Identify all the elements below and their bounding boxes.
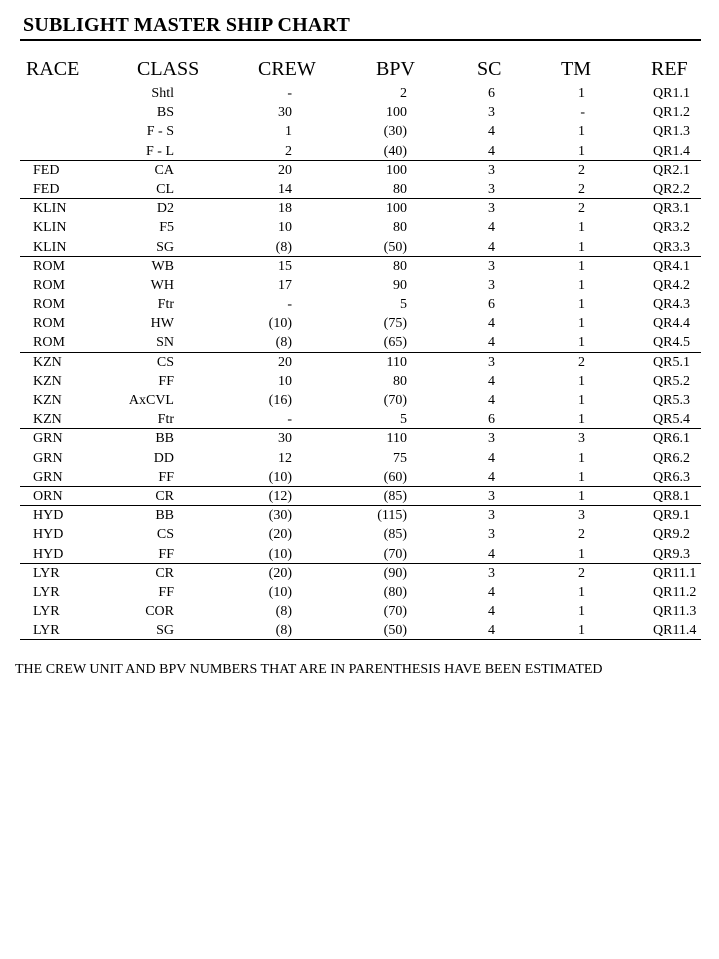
cell-ref: QR11.4	[653, 623, 697, 639]
cell-crew: (12)	[268, 488, 292, 504]
cell-class: D2	[156, 201, 174, 217]
cell-tm: 1	[578, 584, 585, 600]
cell-crew: 14	[278, 181, 292, 197]
cell-sc: 3	[488, 162, 495, 178]
cell-crew: 15	[278, 258, 292, 274]
table-row	[0, 621, 719, 640]
table-row	[0, 583, 719, 602]
table-row	[0, 353, 719, 372]
cell-ref: QR1.2	[653, 105, 690, 121]
cell-crew: (10)	[268, 546, 292, 562]
table-row	[0, 410, 719, 429]
cell-class: F - S	[146, 124, 174, 140]
cell-race: HYD	[33, 508, 64, 524]
table-row	[0, 84, 719, 103]
cell-crew: 30	[278, 105, 292, 121]
cell-ref: QR5.4	[653, 412, 690, 428]
cell-ref: QR2.2	[653, 181, 690, 197]
cell-sc: 4	[488, 450, 495, 466]
cell-race: KZN	[33, 373, 62, 389]
cell-race: ORN	[33, 488, 63, 504]
cell-sc: 3	[488, 565, 495, 581]
cell-sc: 6	[488, 297, 495, 313]
cell-bpv: 80	[393, 373, 407, 389]
cell-tm: 1	[578, 412, 585, 428]
cell-class: SG	[156, 239, 174, 255]
cell-race: KZN	[33, 393, 62, 408]
cell-tm: 1	[578, 86, 585, 101]
cell-class: HW	[150, 316, 174, 332]
cell-class: BB	[155, 508, 174, 524]
cell-ref: QR2.1	[653, 162, 690, 178]
cell-ref: QR9.2	[653, 527, 690, 543]
cell-class: Shtl	[151, 86, 174, 101]
cell-race: LYR	[33, 565, 60, 581]
table-row	[0, 564, 719, 583]
table-row	[0, 161, 719, 180]
cell-sc: 3	[488, 277, 495, 293]
cell-bpv: (85)	[383, 527, 407, 543]
cell-class: FF	[158, 546, 174, 562]
cell-tm: 1	[578, 623, 585, 639]
cell-tm: 1	[578, 316, 585, 332]
cell-tm: 1	[578, 143, 585, 159]
cell-ref: QR3.1	[653, 201, 690, 217]
cell-tm: 1	[578, 450, 585, 466]
cell-tm: 1	[578, 393, 585, 408]
cell-bpv: 2	[400, 86, 407, 101]
cell-crew: (8)	[275, 239, 292, 255]
header-sc: SC	[477, 58, 502, 80]
cell-bpv: (90)	[383, 565, 407, 581]
cell-crew: (8)	[275, 335, 292, 351]
table-row	[0, 103, 719, 122]
cell-tm: 1	[578, 239, 585, 255]
cell-bpv: (85)	[383, 488, 407, 504]
cell-race: KLIN	[33, 239, 67, 255]
cell-tm: 1	[578, 488, 585, 504]
cell-sc: 3	[488, 201, 495, 217]
cell-class: CR	[155, 565, 174, 581]
table-row	[0, 602, 719, 621]
table-row	[0, 487, 719, 506]
cell-bpv: (75)	[383, 316, 407, 332]
ship-table-body	[0, 84, 719, 640]
cell-ref: QR9.1	[653, 508, 690, 524]
cell-ref: QR11.2	[653, 584, 697, 600]
cell-crew: (8)	[275, 604, 292, 620]
cell-crew: -	[287, 297, 292, 313]
cell-race: GRN	[33, 469, 63, 485]
cell-class: F - L	[146, 143, 174, 159]
cell-bpv: (65)	[383, 335, 407, 351]
cell-tm: 1	[578, 297, 585, 313]
cell-class: CS	[156, 527, 174, 543]
cell-sc: 3	[488, 105, 495, 121]
cell-class: CS	[156, 354, 174, 370]
title-underline	[20, 39, 701, 41]
cell-race: ROM	[33, 316, 65, 332]
cell-sc: 4	[488, 584, 495, 600]
cell-crew: (8)	[275, 623, 292, 639]
cell-sc: 6	[488, 412, 495, 428]
header-class: CLASS	[137, 58, 200, 80]
cell-bpv: 110	[386, 431, 407, 447]
cell-bpv: 110	[386, 354, 407, 370]
cell-class: Ftr	[157, 412, 174, 428]
cell-sc: 4	[488, 604, 495, 620]
cell-ref: QR11.3	[653, 604, 697, 620]
cell-tm: 2	[578, 527, 585, 543]
cell-class: WB	[151, 258, 174, 274]
cell-race: KLIN	[33, 220, 67, 236]
cell-race: FED	[33, 181, 60, 197]
cell-tm: 2	[578, 354, 585, 370]
cell-ref: QR4.4	[653, 316, 690, 332]
cell-class: SG	[156, 623, 174, 639]
table-row	[0, 238, 719, 257]
cell-sc: 4	[488, 335, 495, 351]
cell-crew: (20)	[268, 565, 292, 581]
cell-crew: 2	[285, 143, 292, 159]
cell-sc: 3	[488, 181, 495, 197]
cell-bpv: (60)	[383, 469, 407, 485]
table-row	[0, 429, 719, 448]
cell-tm: 2	[578, 565, 585, 581]
header-race: RACE	[26, 58, 80, 80]
cell-class: DD	[153, 450, 174, 466]
page-title: SUBLIGHT MASTER SHIP CHART	[23, 14, 350, 36]
cell-ref: QR6.2	[653, 450, 690, 466]
cell-race: ROM	[33, 335, 65, 351]
cell-tm: 1	[578, 220, 585, 236]
cell-crew: -	[287, 412, 292, 428]
cell-race: ROM	[33, 258, 65, 274]
cell-ref: QR9.3	[653, 546, 690, 562]
cell-bpv: 75	[393, 450, 407, 466]
cell-race: GRN	[33, 450, 63, 466]
cell-race: KZN	[33, 412, 62, 428]
cell-ref: QR4.2	[653, 277, 690, 293]
cell-ref: QR5.1	[653, 354, 690, 370]
header-bpv: BPV	[376, 58, 415, 80]
cell-tm: -	[580, 105, 585, 121]
header-crew: CREW	[258, 58, 316, 80]
cell-bpv: (70)	[383, 546, 407, 562]
cell-bpv: 80	[393, 258, 407, 274]
cell-class: F5	[159, 220, 174, 236]
cell-bpv: (50)	[383, 623, 407, 639]
cell-class: AxCVL	[128, 393, 174, 408]
header-ref: REF	[651, 58, 688, 80]
cell-sc: 4	[488, 143, 495, 159]
cell-class: CA	[154, 162, 174, 178]
cell-sc: 4	[488, 623, 495, 639]
cell-sc: 4	[488, 469, 495, 485]
cell-sc: 3	[488, 527, 495, 543]
cell-crew: (10)	[268, 469, 292, 485]
cell-sc: 4	[488, 373, 495, 389]
cell-sc: 3	[488, 508, 495, 524]
cell-crew: (16)	[268, 393, 292, 408]
cell-ref: QR11.1	[653, 565, 697, 581]
cell-class: BB	[155, 431, 174, 447]
cell-crew: 10	[278, 220, 292, 236]
cell-tm: 3	[578, 431, 585, 447]
cell-class: SN	[156, 335, 174, 351]
table-row	[0, 199, 719, 218]
cell-sc: 3	[488, 354, 495, 370]
cell-ref: QR1.1	[653, 86, 690, 101]
table-row	[0, 142, 719, 161]
cell-crew: (30)	[268, 508, 292, 524]
cell-tm: 1	[578, 469, 585, 485]
cell-sc: 4	[488, 220, 495, 236]
cell-bpv: (70)	[383, 604, 407, 620]
cell-crew: 10	[278, 373, 292, 389]
cell-crew: 1	[285, 124, 292, 140]
cell-sc: 4	[488, 393, 495, 408]
cell-bpv: 5	[400, 412, 407, 428]
cell-ref: QR3.2	[653, 220, 690, 236]
table-row	[0, 295, 719, 314]
cell-class: Ftr	[157, 297, 174, 313]
cell-crew: -	[287, 86, 292, 101]
cell-crew: 20	[278, 162, 292, 178]
table-row	[0, 180, 719, 199]
table-row	[0, 506, 719, 525]
cell-crew: (10)	[268, 584, 292, 600]
cell-bpv: (50)	[383, 239, 407, 255]
cell-ref: QR1.3	[653, 124, 690, 140]
cell-tm: 1	[578, 277, 585, 293]
cell-tm: 2	[578, 162, 585, 178]
cell-bpv: (30)	[383, 124, 407, 140]
cell-bpv: 90	[393, 277, 407, 293]
cell-sc: 3	[488, 258, 495, 274]
footnote: THE CREW UNIT AND BPV NUMBERS THAT ARE IN PARENTHESIS HAVE BEEN ESTIMATED	[15, 662, 603, 677]
cell-class: BS	[156, 105, 174, 121]
cell-class: FF	[158, 584, 174, 600]
table-row	[0, 449, 719, 468]
cell-ref: QR4.1	[653, 258, 690, 274]
cell-bpv: (70)	[383, 393, 407, 408]
cell-race: LYR	[33, 584, 60, 600]
cell-ref: QR5.2	[653, 373, 690, 389]
cell-ref: QR6.1	[653, 431, 690, 447]
cell-bpv: 5	[400, 297, 407, 313]
table-row	[0, 218, 719, 237]
table-row	[0, 372, 719, 391]
cell-tm: 1	[578, 373, 585, 389]
cell-race: ROM	[33, 277, 65, 293]
cell-class: FF	[158, 373, 174, 389]
cell-class: CR	[155, 488, 174, 504]
cell-class: WH	[150, 277, 174, 293]
table-row	[0, 391, 719, 410]
cell-crew: 20	[278, 354, 292, 370]
table-row	[0, 545, 719, 564]
cell-bpv: 100	[386, 201, 407, 217]
cell-sc: 4	[488, 239, 495, 255]
cell-bpv: (115)	[377, 508, 407, 524]
table-row	[0, 525, 719, 544]
cell-race: KZN	[33, 354, 62, 370]
cell-race: ROM	[33, 297, 65, 313]
table-row	[0, 468, 719, 487]
cell-tm: 3	[578, 508, 585, 524]
cell-race: HYD	[33, 546, 64, 562]
cell-crew: (20)	[268, 527, 292, 543]
cell-crew: 17	[278, 277, 292, 293]
cell-ref: QR3.3	[653, 239, 690, 255]
cell-tm: 1	[578, 335, 585, 351]
cell-race: KLIN	[33, 201, 67, 217]
cell-tm: 2	[578, 201, 585, 217]
cell-bpv: (80)	[383, 584, 407, 600]
cell-ref: QR5.3	[653, 393, 690, 408]
table-row	[0, 276, 719, 295]
cell-ref: QR6.3	[653, 469, 690, 485]
cell-sc: 3	[488, 431, 495, 447]
table-row	[0, 257, 719, 276]
cell-bpv: 100	[386, 105, 407, 121]
cell-sc: 3	[488, 488, 495, 504]
cell-ref: QR1.4	[653, 143, 690, 159]
cell-sc: 4	[488, 316, 495, 332]
cell-tm: 1	[578, 258, 585, 274]
cell-crew: 18	[278, 201, 292, 217]
cell-crew: 12	[278, 450, 292, 466]
cell-bpv: (40)	[383, 143, 407, 159]
header-tm: TM	[561, 58, 591, 80]
cell-ref: QR4.5	[653, 335, 690, 351]
cell-tm: 1	[578, 604, 585, 620]
cell-race: HYD	[33, 527, 64, 543]
cell-race: LYR	[33, 623, 60, 639]
cell-class: FF	[158, 469, 174, 485]
cell-ref: QR8.1	[653, 488, 690, 504]
cell-tm: 1	[578, 546, 585, 562]
table-row	[0, 333, 719, 352]
cell-tm: 2	[578, 181, 585, 197]
table-row	[0, 314, 719, 333]
cell-crew: 30	[278, 431, 292, 447]
cell-sc: 4	[488, 124, 495, 140]
cell-race: LYR	[33, 604, 60, 620]
cell-race: GRN	[33, 431, 63, 447]
table-row	[0, 122, 719, 141]
cell-bpv: 80	[393, 220, 407, 236]
cell-bpv: 100	[386, 162, 407, 178]
cell-bpv: 80	[393, 181, 407, 197]
cell-sc: 6	[488, 86, 495, 101]
cell-class: CL	[156, 181, 174, 197]
cell-sc: 4	[488, 546, 495, 562]
cell-race: FED	[33, 162, 60, 178]
cell-crew: (10)	[268, 316, 292, 332]
cell-tm: 1	[578, 124, 585, 140]
cell-ref: QR4.3	[653, 297, 690, 313]
cell-class: COR	[145, 604, 174, 620]
